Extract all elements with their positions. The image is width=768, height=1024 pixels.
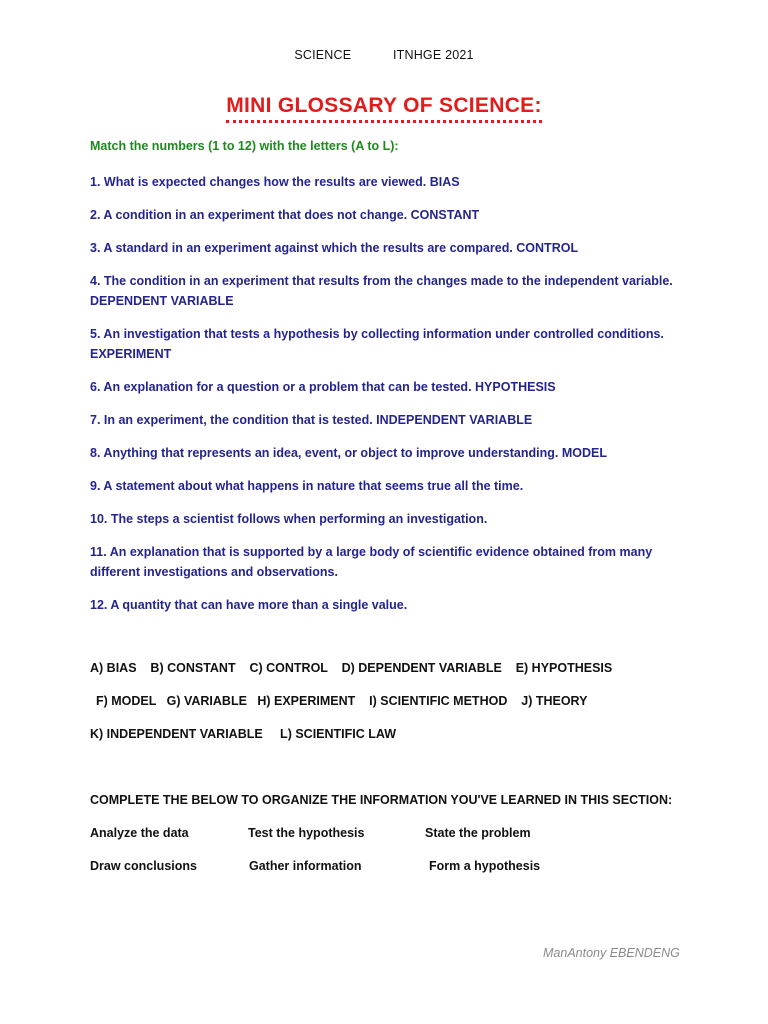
- page-title: [0, 94, 768, 123]
- step-item: Test the hypothesis: [248, 826, 365, 840]
- glossary-item: 10. The steps a scientist follows when performing an investigation.: [90, 512, 488, 526]
- glossary-item: 3. A standard in an experiment against which the results are compared. CONTROL: [90, 241, 579, 255]
- author-footer: ManAntony EBENDENG: [543, 946, 680, 960]
- organize-title: COMPLETE THE BELOW TO ORGANIZE THE INFORMATION YOU'VE LEARNED IN THIS SECTION:: [90, 793, 673, 807]
- glossary-item: 9. A statement about what happens in nature that seems true all the time.: [90, 479, 524, 493]
- step-item: Gather information: [249, 859, 362, 873]
- letter-options-row-1: A) BIAS B) CONSTANT C) CONTROL D) DEPENDENT VARIABLE E) HYPOTHESIS: [90, 661, 613, 675]
- header-school: ITNHGE 2021: [392, 48, 474, 62]
- step-item: State the problem: [425, 826, 531, 840]
- step-item: Draw conclusions: [90, 859, 197, 873]
- instruction-text: Match the numbers (1 to 12) with the letters (A to L):: [90, 139, 399, 153]
- page-header: [0, 48, 768, 62]
- glossary-item: 6. An explanation for a question or a problem that can be tested. HYPOTHESIS: [90, 380, 556, 394]
- letter-options-row-2: F) MODEL G) VARIABLE H) EXPERIMENT I) SCIENTIFIC METHOD J) THEORY: [96, 694, 588, 708]
- glossary-item: 11. An explanation that is supported by a large body of scientific evidence obtained from many different investigations and observations.: [90, 545, 653, 579]
- glossary-items: [90, 172, 680, 628]
- step-item: Form a hypothesis: [429, 859, 541, 873]
- glossary-item: 1. What is expected changes how the results are viewed. BIAS: [90, 175, 460, 189]
- glossary-item: 4. The condition in an experiment that results from the changes made to the independent variable. DEPENDENT VARIABLE: [90, 274, 673, 308]
- letter-options-row-3: K) INDEPENDENT VARIABLE L) SCIENTIFIC LAW: [90, 727, 397, 741]
- step-item: Analyze the data: [90, 826, 189, 840]
- header-subject: SCIENCE: [294, 48, 352, 62]
- glossary-item: 12. A quantity that can have more than a single value.: [90, 598, 408, 612]
- title-text: MINI GLOSSARY OF SCIENCE:: [226, 94, 542, 123]
- glossary-item: 7. In an experiment, the condition that is tested. INDEPENDENT VARIABLE: [90, 413, 533, 427]
- glossary-item: 5. An investigation that tests a hypothesis by collecting information under controlled conditions. EXPERIMENT: [90, 327, 664, 361]
- glossary-item: 8. Anything that represents an idea, event, or object to improve understanding. MODEL: [90, 446, 607, 460]
- glossary-item: 2. A condition in an experiment that does not change. CONSTANT: [90, 208, 480, 222]
